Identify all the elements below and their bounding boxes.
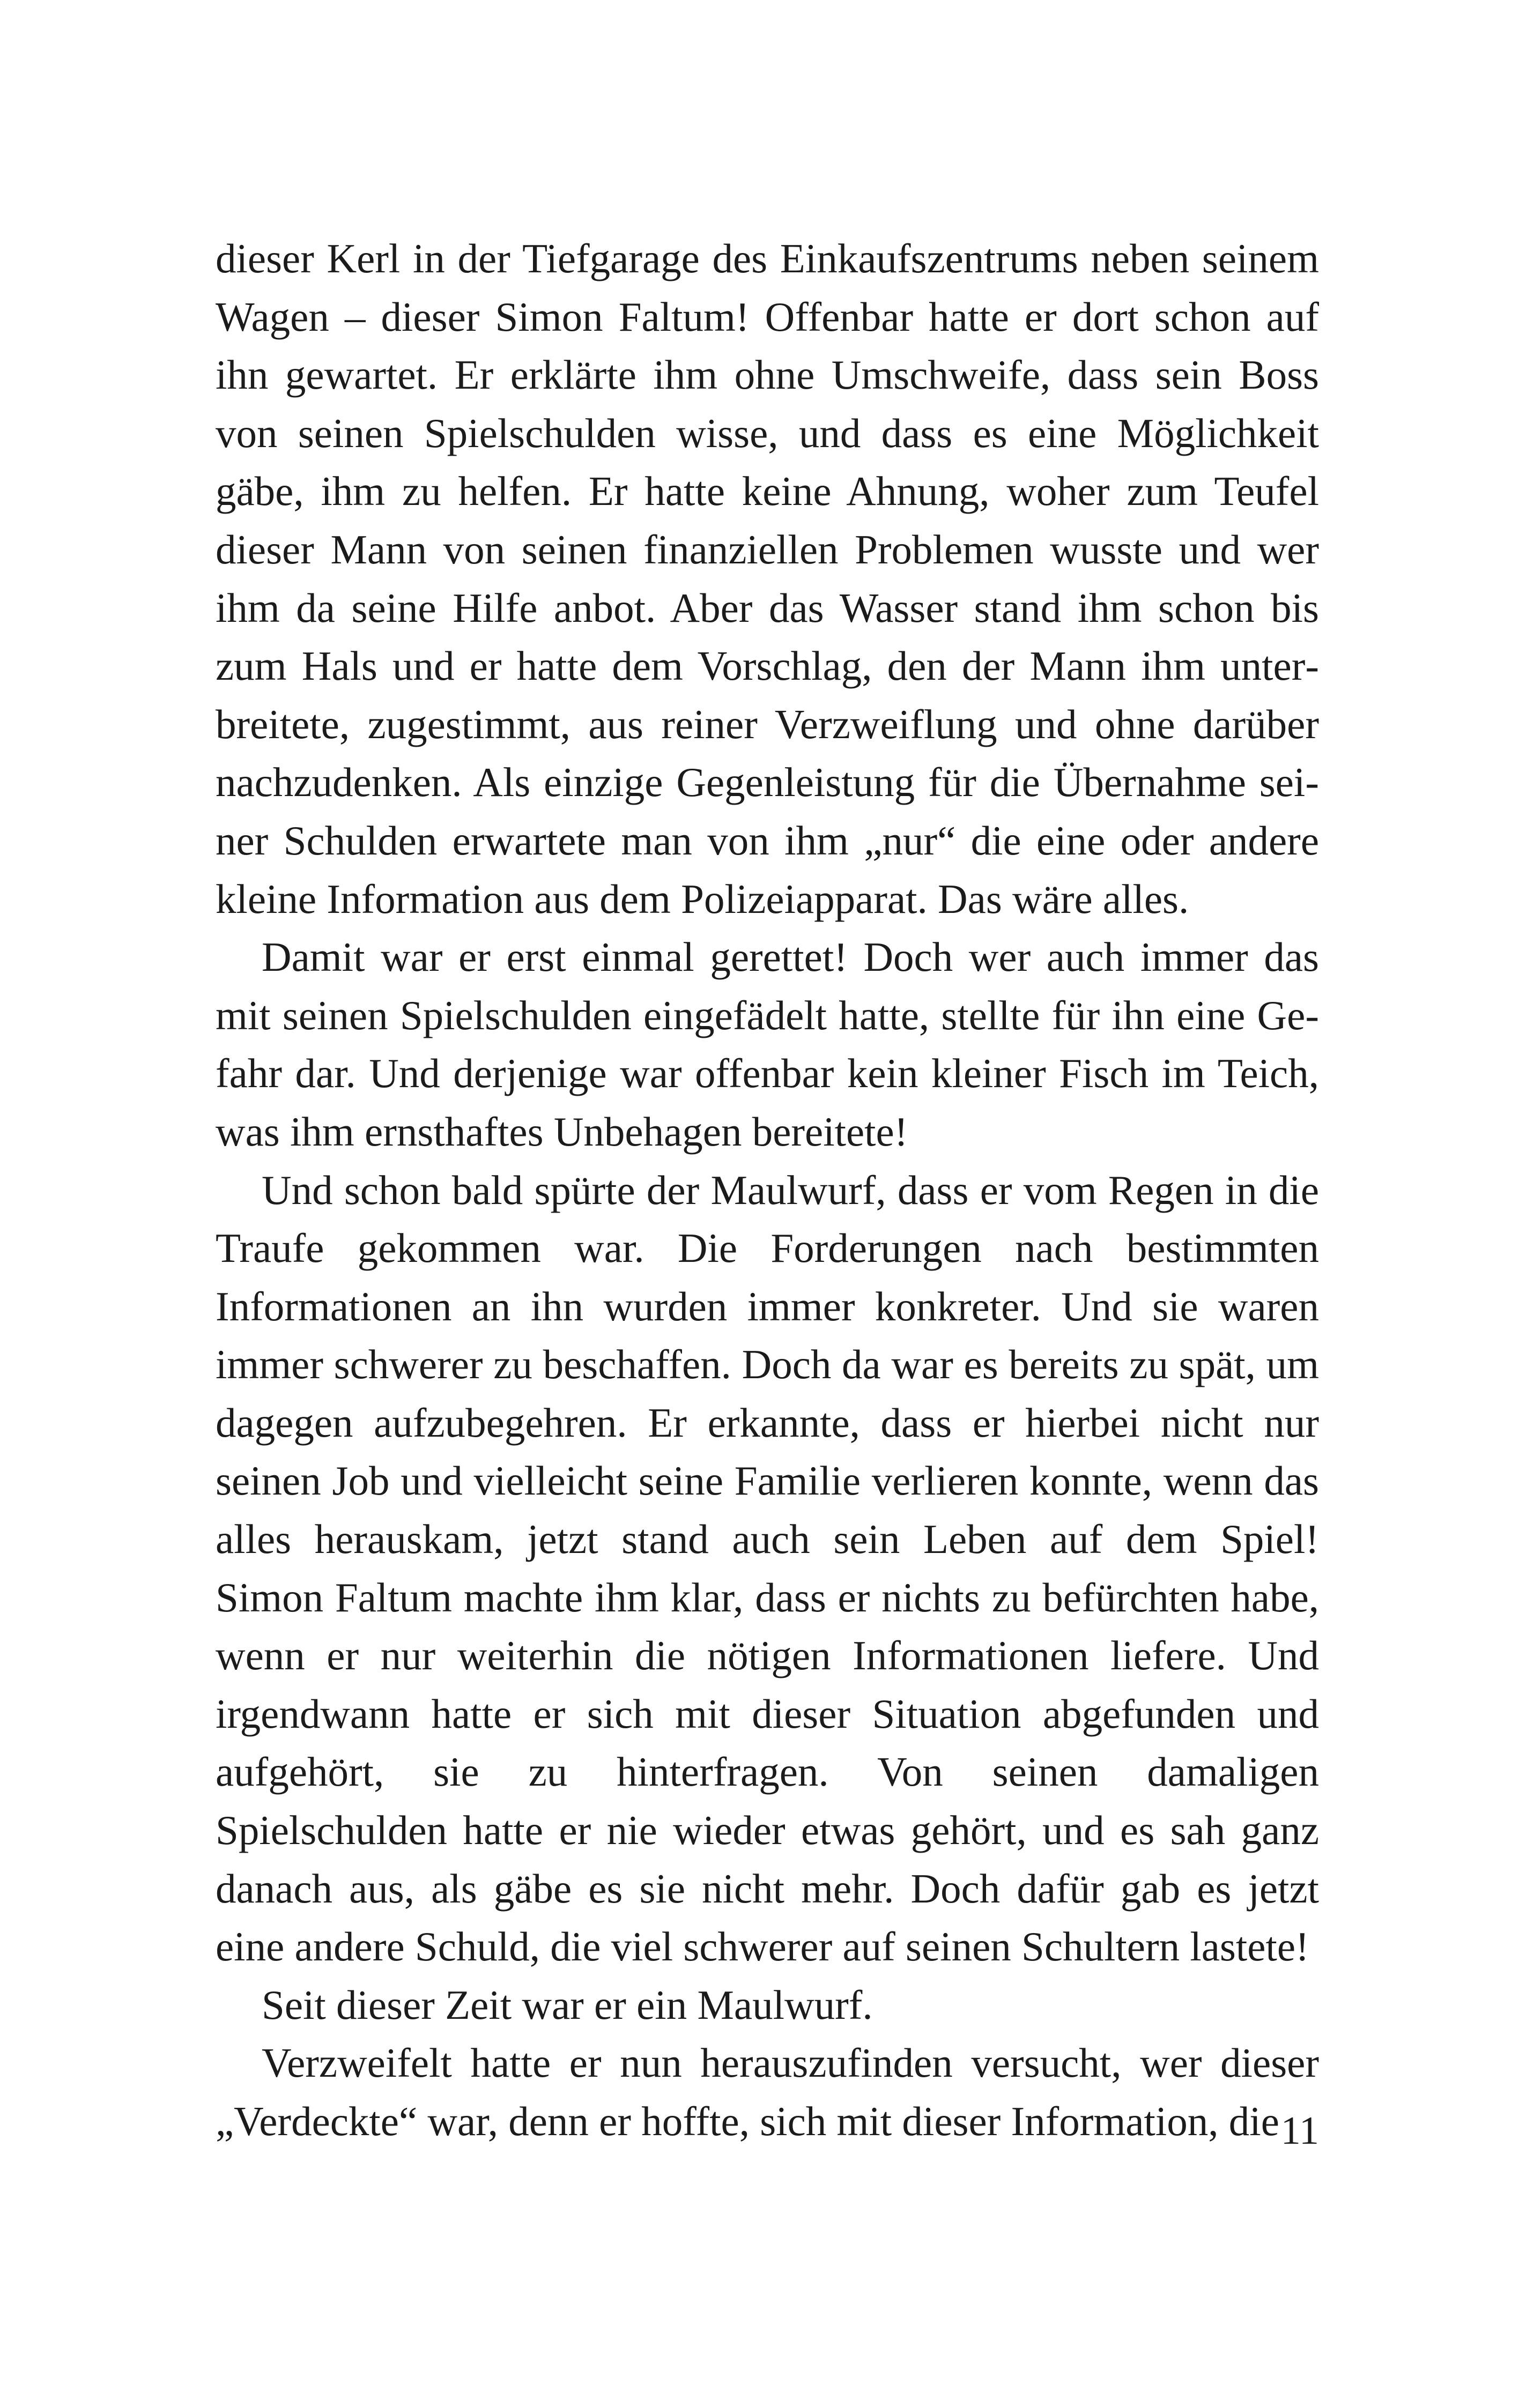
body-text — [216, 229, 1319, 2151]
page-number: 11 — [1280, 2109, 1319, 2153]
paragraph-2: Damit war er erst einmal gerettet! Doch wer auch immer das mit seinen Spielschulden eingefädelt hatte, stellte für ihn eine Gefahr dar. Und derjenige war offenbar kein kleiner Fisch im Teich, was ihm ernsthaftes Unbehagen bereitete! — [216, 934, 1319, 1155]
paragraph-5: Verzweifelt hatte er nun herauszufinden versucht, wer dieser „Verdeckte“ war, denn er hoffte, sich mit dieser Information, die — [216, 2040, 1319, 2144]
paragraph-1: dieser Kerl in der Tiefgarage des Einkaufszentrums neben seinem Wagen – dieser Simon Faltum! Offenbar hatte er dort schon auf ihn gewartet. Er erklärte ihm ohne Umschweife, dass sein Boss von seinen Spielschulden wisse, und dass es eine Möglichkeit gäbe, ihm zu helfen. Er hatte keine Ahnung, woher zum Teufel dieser Mann von seinen finanziellen Problemen wusste und wer ihm da seine Hilfe anbot. Aber das Wasser stand ihm schon bis zum Hals und er hatte dem Vorschlag, den der Mann ihm unterbreitete, zugestimmt, aus reiner Verzweiflung und ohne darüber nachzudenken. Als einzige Gegenleistung für die Übernahme seiner Schulden erwartete man von ihm „nur“ die eine oder andere kleine Information aus dem Polizeiapparat. Das wäre alles. — [216, 235, 1319, 922]
paragraph-3: Und schon bald spürte der Maulwurf, dass er vom Regen in die Traufe gekommen war. Die Forderungen nach bestimmten Informationen an ihn wurden immer konkreter. Und sie waren immer schwerer zu beschaffen. Doch da war es bereits zu spät, um dagegen aufzubegehren. Er erkannte, dass er hierbei nicht nur seinen Job und vielleicht seine Familie verlieren konnte, wenn das alles herauskam, jetzt stand auch sein Leben auf dem Spiel! Simon Faltum machte ihm klar, dass er nichts zu befürchten habe, wenn er nur weiterhin die nötigen Informationen liefere. Und irgendwann hatte er sich mit dieser Situation abgefunden und aufgehört, sie zu hinterfragen. Von seinen damaligen Spielschulden hatte er nie wieder etwas gehört, und es sah ganz danach aus, als gäbe es sie nicht mehr. Doch dafür gab es jetzt eine andere Schuld, die viel schwerer auf seinen Schultern lastete! — [216, 1166, 1319, 1970]
paragraph-4: Seit dieser Zeit war er ein Maulwurf. — [262, 1981, 873, 2028]
